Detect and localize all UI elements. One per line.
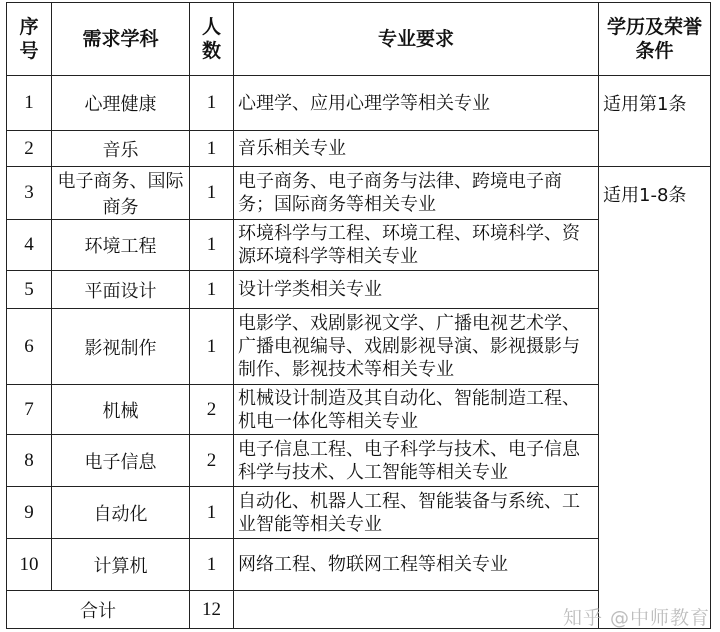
watermark: 知乎 @中师教育 <box>562 607 710 629</box>
row-subject: 心理健康 <box>52 76 190 131</box>
condition-group-1: 适用第1条 <box>599 76 711 167</box>
row-subject: 机械 <box>52 385 190 435</box>
row-no: 9 <box>7 487 52 539</box>
row-requirement: 音乐相关专业 <box>234 131 599 167</box>
row-subject: 计算机 <box>52 539 190 591</box>
row-count: 1 <box>190 131 234 167</box>
header-requirement: 专业要求 <box>234 3 599 76</box>
row-subject: 电子信息 <box>52 435 190 487</box>
row-requirement: 设计学类相关专业 <box>234 271 599 309</box>
row-count: 1 <box>190 76 234 131</box>
row-requirement: 电影学、戏剧影视文学、广播电视艺术学、广播电视编导、戏剧影视导演、影视摄影与制作、影视技术等相关专业 <box>234 309 599 385</box>
row-subject: 音乐 <box>52 131 190 167</box>
row-count: 2 <box>190 385 234 435</box>
row-requirement: 环境科学与工程、环境工程、环境科学、资源环境科学等相关专业 <box>234 220 599 271</box>
row-no: 7 <box>7 385 52 435</box>
row-requirement: 电子商务、电子商务与法律、跨境电子商务；国际商务等相关专业 <box>234 167 599 220</box>
header-subject: 需求学科 <box>52 3 190 76</box>
header-row <box>7 3 711 76</box>
header-condition: 学历及荣誉条件 <box>599 3 711 76</box>
total-requirement-empty <box>234 591 599 629</box>
row-no: 10 <box>7 539 52 591</box>
row-count: 1 <box>190 167 234 220</box>
row-no: 4 <box>7 220 52 271</box>
row-requirement: 心理学、应用心理学等相关专业 <box>234 76 599 131</box>
recruitment-table <box>6 2 711 629</box>
row-no: 8 <box>7 435 52 487</box>
row-count: 1 <box>190 539 234 591</box>
row-subject: 电子商务、国际商务 <box>52 167 190 220</box>
row-count: 1 <box>190 309 234 385</box>
row-subject: 环境工程 <box>52 220 190 271</box>
row-no: 6 <box>7 309 52 385</box>
row-requirement: 电子信息工程、电子科学与技术、电子信息科学与技术、人工智能等相关专业 <box>234 435 599 487</box>
row-subject: 自动化 <box>52 487 190 539</box>
row-requirement: 网络工程、物联网工程等相关专业 <box>234 539 599 591</box>
row-no: 2 <box>7 131 52 167</box>
row-subject: 平面设计 <box>52 271 190 309</box>
row-requirement: 自动化、机器人工程、智能装备与系统、工业智能等相关专业 <box>234 487 599 539</box>
table-row <box>7 76 711 131</box>
row-requirement: 机械设计制造及其自动化、智能制造工程、机电一体化等相关专业 <box>234 385 599 435</box>
row-no: 5 <box>7 271 52 309</box>
row-subject: 影视制作 <box>52 309 190 385</box>
row-count: 1 <box>190 487 234 539</box>
header-no: 序号 <box>7 3 52 76</box>
header-count: 人数 <box>190 3 234 76</box>
table-row <box>7 167 711 220</box>
row-count: 1 <box>190 271 234 309</box>
row-no: 3 <box>7 167 52 220</box>
row-count: 2 <box>190 435 234 487</box>
total-label: 合计 <box>7 591 190 629</box>
condition-group-2: 适用1-8条 <box>599 167 711 629</box>
total-count: 12 <box>190 591 234 629</box>
row-count: 1 <box>190 220 234 271</box>
row-no: 1 <box>7 76 52 131</box>
